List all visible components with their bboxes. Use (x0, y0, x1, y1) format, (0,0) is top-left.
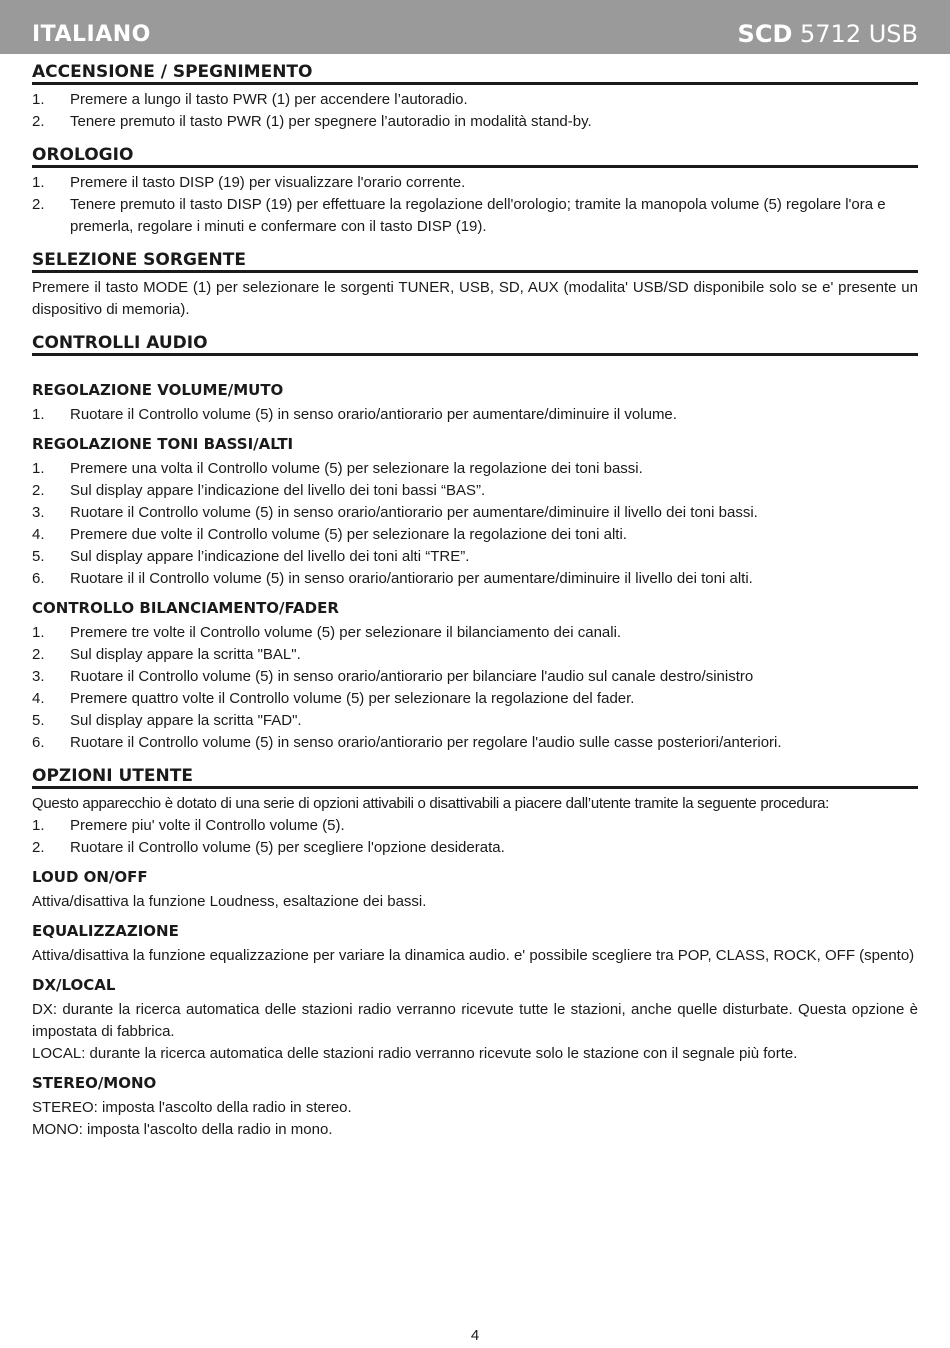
step-text: Premere due volte il Controllo volume (5) per selezionare la regolazione dei toni alti. (70, 526, 627, 543)
list-item (32, 172, 918, 194)
section-title-audio: CONTROLLI AUDIO (32, 333, 918, 356)
list-item (32, 111, 918, 133)
volume-steps (32, 404, 918, 426)
step-number: 4. (32, 526, 45, 543)
step-text: Premere tre volte il Controllo volume (5) per selezionare il bilanciamento dei canali. (70, 624, 622, 641)
step-number: 3. (32, 504, 45, 521)
step-number: 1. (32, 817, 45, 834)
stereo-text: STEREO: imposta l'ascolto della radio in stereo. (32, 1099, 352, 1116)
step-text: Premere quattro volte il Controllo volume (5) per selezionare la regolazione del fader. (70, 690, 635, 707)
subsection-title-stereo: STEREO/MONO (32, 1074, 157, 1092)
list-item (32, 524, 918, 546)
step-text: Sul display appare l’indicazione del livello dei toni alti “TRE”. (70, 548, 470, 565)
language-label: ITALIANO (32, 22, 151, 47)
section-title-options: OPZIONI UTENTE (32, 766, 918, 789)
subsection-title-tones: REGOLAZIONE TONI BASSI/ALTI (32, 435, 294, 453)
subsection-title-balance: CONTROLLO BILANCIAMENTO/FADER (32, 599, 339, 617)
step-text: Ruotare il Controllo volume (5) per scegliere l'opzione desiderata. (70, 839, 505, 856)
step-number: 1. (32, 624, 45, 641)
list-item (32, 568, 918, 590)
step-number: 2. (32, 196, 45, 213)
tones-steps (32, 458, 918, 590)
page-content (32, 62, 918, 1141)
list-item (32, 480, 918, 502)
step-number: 5. (32, 712, 45, 729)
list-item (32, 688, 918, 710)
model-name (738, 20, 918, 48)
section-title-clock: OROLOGIO (32, 145, 918, 168)
dx-text: DX: durante la ricerca automatica delle stazioni radio verranno ricevute tutte le stazioni, anche quelle disturbate. Questa opzione è impostata di fabbrica. (32, 1001, 918, 1040)
power-steps (32, 89, 918, 133)
step-text: Premere a lungo il tasto PWR (1) per accendere l’autoradio. (70, 91, 468, 108)
loud-text: Attiva/disattiva la funzione Loudness, esaltazione dei bassi. (32, 893, 427, 910)
step-number: 1. (32, 406, 45, 423)
list-item (32, 458, 918, 480)
step-number: 2. (32, 482, 45, 499)
section-title-source: SELEZIONE SORGENTE (32, 250, 918, 273)
subsection-title-eq: EQUALIZZAZIONE (32, 922, 179, 940)
step-text: Ruotare il Controllo volume (5) in senso orario/antiorario per regolare l'audio sulle casse posteriori/anteriori. (70, 734, 782, 751)
step-number: 5. (32, 548, 45, 565)
step-number: 4. (32, 690, 45, 707)
local-text: LOCAL: durante la ricerca automatica delle stazioni radio verranno ricevute solo le stazione con il segnale più forte. (32, 1045, 798, 1062)
step-number: 6. (32, 570, 45, 587)
step-number: 1. (32, 460, 45, 477)
step-text: Ruotare il Controllo volume (5) in senso orario/antiorario per bilanciare l'audio sul canale destro/sinistro (70, 668, 754, 685)
page-number: 4 (470, 1327, 480, 1344)
list-item (32, 502, 918, 524)
step-text: Premere il tasto DISP (19) per visualizzare l'orario corrente. (70, 174, 466, 191)
list-item (32, 194, 918, 238)
step-text: Ruotare il Controllo volume (5) in senso orario/antiorario per aumentare/diminuire il livello dei toni bassi. (70, 504, 758, 521)
list-item (32, 732, 918, 754)
step-text: Sul display appare la scritta "BAL". (70, 646, 301, 663)
source-text: Premere il tasto MODE (1) per selezionare le sorgenti TUNER, USB, SD, AUX (modalita' USB/SD disponibile solo se e' presente un dispositivo di memoria). (32, 279, 918, 318)
list-item (32, 89, 918, 111)
model-number: 5712 USB (800, 20, 918, 48)
eq-text: Attiva/disattiva la funzione equalizzazione per variare la dinamica audio. e' possibile scegliere tra POP, CLASS, ROCK, OFF (spento) (32, 947, 915, 964)
step-text: Tenere premuto il tasto DISP (19) per effettuare la regolazione dell'orologio; tramite la manopola volume (5) regolare l'ora e premerla, regolare i minuti e confermare con il tasto DISP (19). (70, 196, 886, 235)
subsection-title-dx: DX/LOCAL (32, 976, 116, 994)
options-intro: Questo apparecchio è dotato di una serie di opzioni attivabili o disattivabili a piacere dall’utente tramite la seguente procedura: (32, 795, 830, 812)
list-item (32, 622, 918, 644)
step-text: Ruotare il il Controllo volume (5) in senso orario/antiorario per aumentare/diminuire il livello dei toni alti. (70, 570, 753, 587)
step-number: 2. (32, 646, 45, 663)
list-item (32, 404, 918, 426)
subsection-title-volume: REGOLAZIONE VOLUME/MUTO (32, 381, 284, 399)
balance-steps (32, 622, 918, 754)
step-number: 2. (32, 839, 45, 856)
list-item (32, 644, 918, 666)
step-number: 3. (32, 668, 45, 685)
list-item (32, 837, 918, 859)
model-brand: SCD (737, 20, 793, 48)
step-text: Tenere premuto il tasto PWR (1) per spegnere l’autoradio in modalità stand-by. (70, 113, 592, 130)
header-bar (0, 0, 950, 54)
section-title-power: ACCENSIONE / SPEGNIMENTO (32, 62, 918, 85)
mono-text: MONO: imposta l'ascolto della radio in mono. (32, 1121, 333, 1138)
step-text: Ruotare il Controllo volume (5) in senso orario/antiorario per aumentare/diminuire il volume. (70, 406, 677, 423)
step-number: 2. (32, 113, 45, 130)
step-text: Premere piu' volte il Controllo volume (5). (70, 817, 345, 834)
list-item (32, 815, 918, 837)
step-text: Sul display appare la scritta "FAD". (70, 712, 302, 729)
list-item (32, 666, 918, 688)
step-text: Sul display appare l’indicazione del livello dei toni bassi “BAS”. (70, 482, 486, 499)
list-item (32, 546, 918, 568)
step-number: 1. (32, 91, 45, 108)
step-number: 6. (32, 734, 45, 751)
list-item (32, 710, 918, 732)
step-text: Premere una volta il Controllo volume (5) per selezionare la regolazione dei toni bassi. (70, 460, 643, 477)
clock-steps (32, 172, 918, 238)
step-number: 1. (32, 174, 45, 191)
subsection-title-loud: LOUD ON/OFF (32, 868, 148, 886)
options-steps (32, 815, 918, 859)
